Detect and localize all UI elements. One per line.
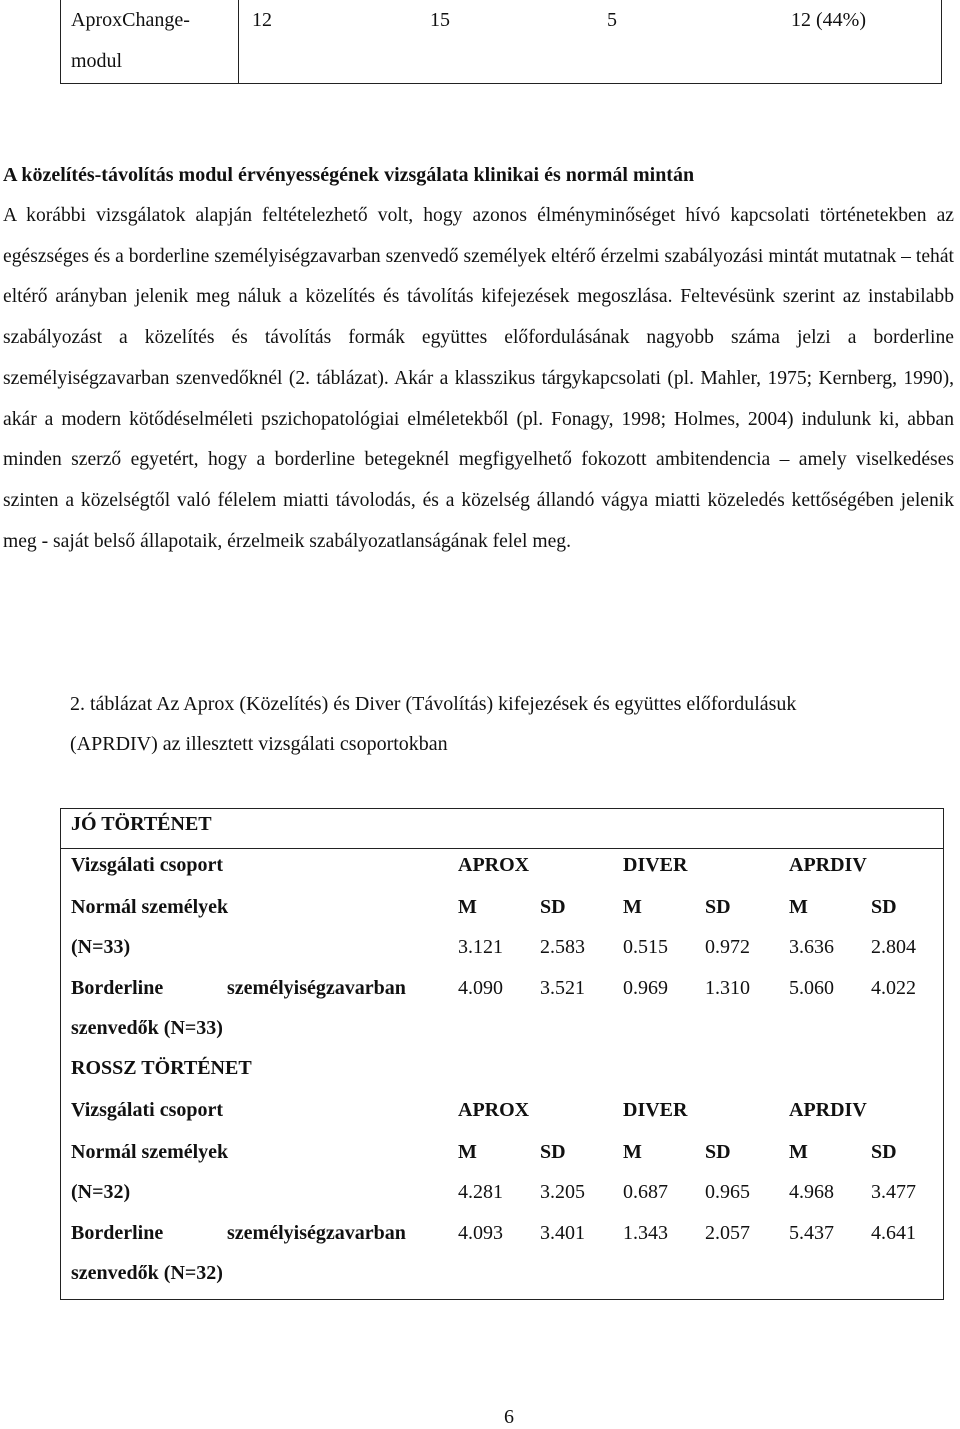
value-cell: 3.121	[458, 936, 503, 958]
value-cell: 0.515	[623, 936, 668, 958]
normal-group-label: Normál személyek	[71, 1141, 229, 1163]
value-cell: 5	[607, 9, 617, 31]
table-caption	[70, 684, 952, 764]
page-number: 6	[504, 1406, 514, 1428]
value-cell: 12	[252, 9, 272, 31]
value-cell: 4.090	[458, 977, 503, 999]
sd-label: SD	[540, 1141, 566, 1163]
aprdiv-header: APRDIV	[789, 1099, 867, 1121]
sd-label: SD	[871, 1141, 897, 1163]
continuation-table-row	[60, 0, 942, 84]
value-cell: 4.281	[458, 1181, 503, 1203]
value-cell: 1.310	[705, 977, 750, 999]
diver-header: DIVER	[623, 1099, 688, 1121]
sd-label: SD	[540, 896, 566, 918]
normal-group-n: (N=33)	[71, 936, 131, 958]
diver-header: DIVER	[623, 854, 688, 876]
borderline-group-n: szenvedők (N=33)	[71, 1017, 223, 1039]
value-cell: 3.401	[540, 1222, 585, 1244]
value-cell: 5.060	[789, 977, 834, 999]
sd-label: SD	[705, 896, 731, 918]
m-label: M	[789, 1141, 808, 1163]
aprox-header: APROX	[458, 854, 530, 876]
sd-label: SD	[871, 896, 897, 918]
value-cell: 4.641	[871, 1222, 916, 1244]
value-cell: 2.804	[871, 936, 916, 958]
caption-line: 2. táblázat Az Aprox (Közelítés) és Diver (Távolítás) kifejezések és együttes előfordulásuk	[70, 693, 797, 715]
value-cell: 0.687	[623, 1181, 668, 1203]
value-cell: 4.093	[458, 1222, 503, 1244]
m-label: M	[458, 1141, 477, 1163]
value-cell: 1.343	[623, 1222, 668, 1244]
value-cell: 15	[430, 9, 450, 31]
value-cell: 12 (44%)	[791, 9, 866, 31]
group-header: Vizsgálati csoport	[71, 854, 224, 876]
value-cell: 0.972	[705, 936, 750, 958]
m-label: M	[458, 896, 477, 918]
m-label: M	[623, 1141, 642, 1163]
module-name-line2: modul	[71, 50, 123, 72]
value-cell: 2.583	[540, 936, 585, 958]
borderline-group-label: személyiségzavarban	[227, 977, 406, 999]
caption-line: (APRDIV) az illesztett vizsgálati csoportokban	[70, 733, 448, 755]
m-label: M	[623, 896, 642, 918]
value-cell: 0.965	[705, 1181, 750, 1203]
value-cell: 3.477	[871, 1181, 916, 1203]
borderline-group-label: Borderline	[71, 977, 164, 999]
section-heading: A közelítés-távolítás modul érvényességének vizsgálata klinikai és normál mintán	[3, 164, 695, 186]
value-cell: 3.636	[789, 936, 834, 958]
results-table	[60, 808, 944, 1300]
normal-group-n: (N=32)	[71, 1181, 131, 1203]
bad-story-title: ROSSZ TÖRTÉNET	[71, 1057, 252, 1079]
group-header: Vizsgálati csoport	[71, 1099, 224, 1121]
good-story-title: JÓ TÖRTÉNET	[71, 813, 212, 835]
aprox-header: APROX	[458, 1099, 530, 1121]
normal-group-label: Normál személyek	[71, 896, 229, 918]
borderline-group-label: Borderline	[71, 1222, 164, 1244]
aprdiv-header: APRDIV	[789, 854, 867, 876]
module-name-cell	[61, 0, 239, 84]
value-cell: 3.205	[540, 1181, 585, 1203]
borderline-group-label: személyiségzavarban	[227, 1222, 406, 1244]
value-cell: 5.437	[789, 1222, 834, 1244]
body-paragraph	[3, 196, 954, 562]
value-cell: 0.969	[623, 977, 668, 999]
paragraph-text: A korábbi vizsgálatok alapján feltételezhető volt, hogy azonos élményminőséget hívó kapcsolati történetekben az egészséges és a borderline személyiségzavarban szenvedő személyek eltérő érzelmi szabályozási mintát mutatnak – tehát eltérő arányban jelenik meg náluk a közelítés és távolítás kifejezések megoszlása. Feltevésünk szerint az instabilabb szabályozást a közelítés és távolítás formák együttes előfordulásának nagyobb száma jelzi a borderline személyiségzavarban szenvedőknél (2. táblázat). Akár a klasszikus tárgykapcsolati (pl. Mahler, 1975; Kernberg, 1990), akár a modern kötődéselméleti pszichopatológiai elméletekből (pl. Fonagy, 1998; Holmes, 2004) indulunk ki, abban minden szerző egyetért, hogy a borderline betegeknél megfigyelhető fokozott ambitendencia – amely viselkedéses szinten a közelségtől való félelem miatti távolodás, és a közelség állandó vágya miatti közeledés kettőségében jelenik meg - saját belső állapotaik, érzelmeik szabályozatlanságának felel meg.	[3, 205, 954, 552]
value-cell: 2.057	[705, 1222, 750, 1244]
value-cell: 4.968	[789, 1181, 834, 1203]
m-label: M	[789, 896, 808, 918]
module-name-line1: AproxChange-	[71, 9, 190, 31]
borderline-group-n: szenvedők (N=32)	[71, 1262, 223, 1284]
value-cell: 3.521	[540, 977, 585, 999]
value-cell: 4.022	[871, 977, 916, 999]
sd-label: SD	[705, 1141, 731, 1163]
